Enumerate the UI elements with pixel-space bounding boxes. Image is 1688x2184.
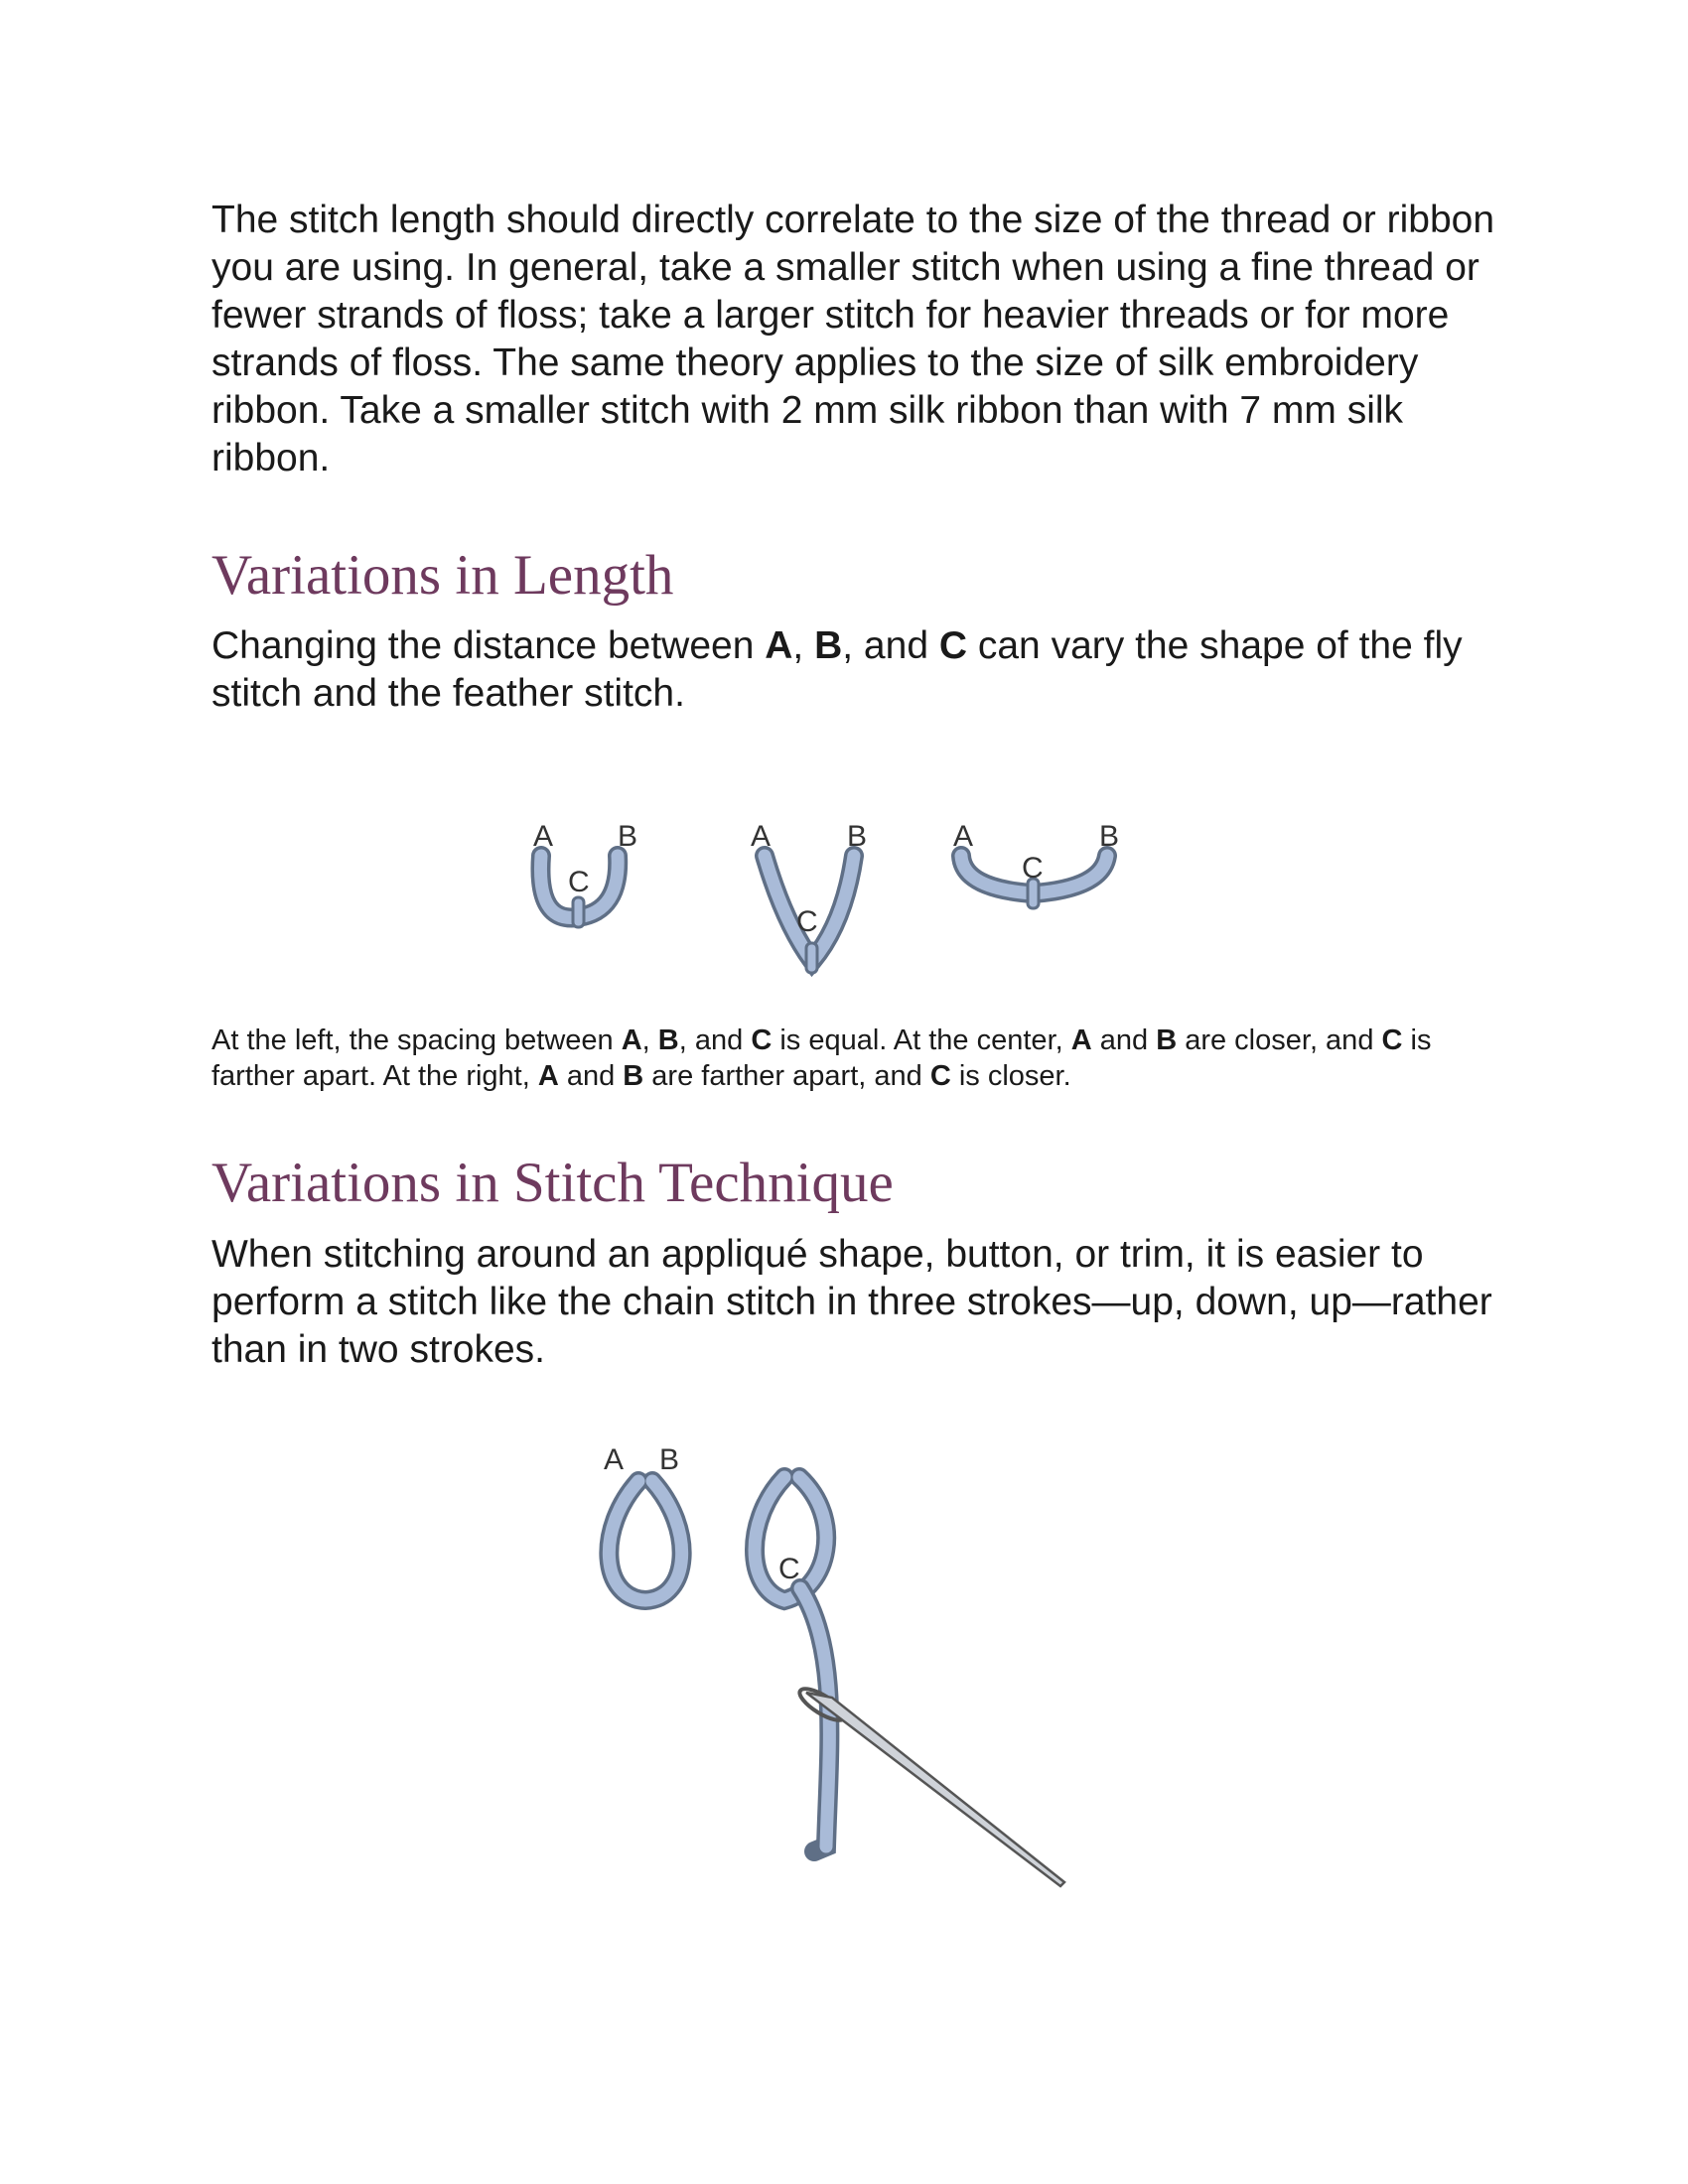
chain-stitch-figure <box>604 1443 1064 1886</box>
fly-stitch-equal <box>533 820 637 927</box>
fig1-label-a: A <box>533 820 554 853</box>
fig3-label-c: C <box>1022 852 1044 885</box>
fig3-label-a: A <box>953 820 974 853</box>
fig1-label-c: C <box>568 866 590 898</box>
length-paragraph: Changing the distance between A, B, and C can vary the shape of the fly stitch and the feather stitch. <box>211 624 1463 715</box>
label-c: C <box>938 624 968 667</box>
intro-paragraph: The stitch length should directly correlate to the size of the thread or ribbon you are using. In general, take a smaller stitch when using a fine thread or fewer strands of floss; take a larger stitch for heavier threads or for more strands of floss. The same theory applies to the size of silk embroidery ribbon. Take a smaller stitch with 2 mm silk ribbon than with 7 mm silk ribbon. <box>211 199 1495 479</box>
fly-stitch-deep <box>751 820 867 973</box>
heading-variations-technique: Variations in Stitch Technique <box>211 1152 894 1214</box>
label-a: A <box>765 624 793 667</box>
fig4-label-b: B <box>659 1443 680 1476</box>
fig2-label-a: A <box>751 820 772 853</box>
heading-variations-length: Variations in Length <box>211 544 674 607</box>
fly-stitch-wide <box>953 820 1119 908</box>
figure-caption: At the left, the spacing between A, B, and C is equal. At the center, A and B are closer, and C is farther apart. At the right, A and B are farther apart, and C is closer. <box>211 1024 1432 1092</box>
fig2-label-b: B <box>847 820 868 853</box>
label-b: B <box>814 624 843 667</box>
fig3-label-b: B <box>1099 820 1120 853</box>
fig4-label-a: A <box>604 1443 625 1476</box>
technique-paragraph: When stitching around an appliqué shape, button, or trim, it is easier to perform a stitch like the chain stitch in three strokes—up, down, up—rather than in two strokes. <box>211 1233 1492 1371</box>
fig2-label-c: C <box>796 905 818 938</box>
fig4-label-c: C <box>778 1553 800 1585</box>
fig1-label-b: B <box>618 820 638 853</box>
